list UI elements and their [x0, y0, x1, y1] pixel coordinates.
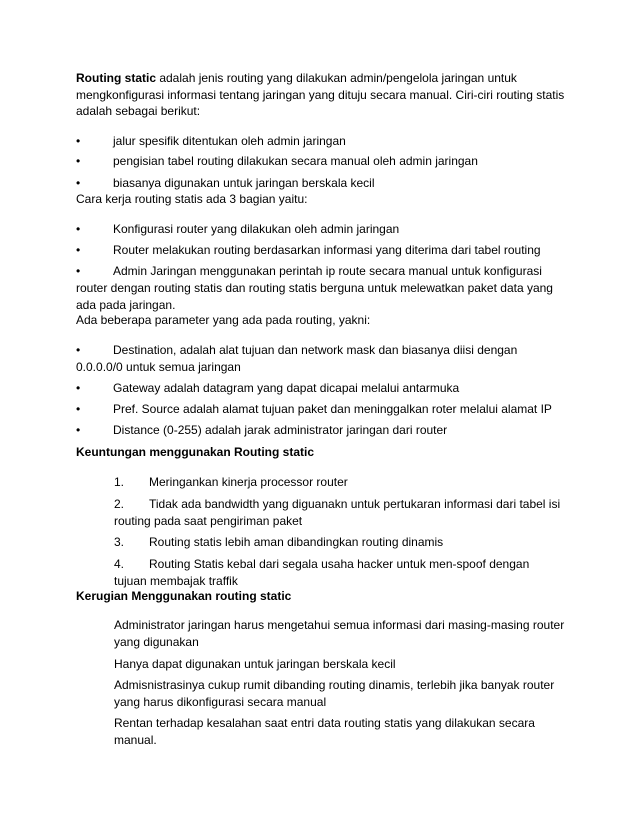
kerugian-heading [76, 588, 291, 604]
intro-line-2: mengkonfigurasi informasi tentang jaringan yang dituju secara manual. Ciri-ciri routing statis [76, 88, 565, 102]
list-item [76, 263, 570, 279]
list-item-continuation: routing pada saat pengiriman paket [114, 514, 303, 528]
bullet-icon: • [76, 134, 81, 148]
list-item-continuation: yang digunakan [114, 635, 199, 649]
list-item-text: Gateway adalah datagram yang dapat dicapai melalui antarmuka [113, 381, 460, 395]
list-item [76, 133, 570, 149]
list-item-text: Pref. Source adalah alamat tujuan paket dan meninggalkan roter melalui alamat IP [113, 402, 552, 416]
item-number: 4. [114, 557, 125, 571]
list-item [76, 153, 570, 169]
bullet-icon: • [76, 264, 81, 278]
list-item [76, 422, 570, 438]
list-item [76, 496, 570, 512]
item-number: 3. [114, 535, 125, 549]
list-item-continuation: tujuan membajak traffik [114, 574, 238, 588]
list-item-text: Konfigurasi router yang dilakukan oleh admin jaringan [113, 222, 400, 236]
list-item [76, 534, 570, 550]
list-item-text: Router melakukan routing berdasarkan informasi yang diterima dari tabel routing [113, 243, 541, 257]
list-item-text: Tidak ada bandwidth yang diguanakn untuk pertukaran informasi dari tabel isi [149, 497, 561, 511]
list-item [76, 401, 570, 417]
list-item [76, 380, 570, 396]
list-item: Rentan terhadap kesalahan saat entri data routing statis yang dilakukan secara [114, 716, 535, 730]
list-item-text: Routing statis lebih aman dibandingkan routing dinamis [149, 535, 444, 549]
intro-term: Routing static [76, 71, 156, 85]
list-item-text: pengisian tabel routing dilakukan secara manual oleh admin jaringan [113, 154, 478, 168]
item-number: 1. [114, 475, 125, 489]
param-heading: Ada beberapa parameter yang ada pada routing, yakni: [76, 313, 371, 327]
cara-3-line-2: router dengan routing statis dan routing statis berguna untuk melewatkan paket data yang [76, 281, 553, 295]
list-item [76, 342, 570, 358]
intro-line-3: adalah sebagai berikut: [76, 104, 201, 118]
list-item-continuation: manual. [114, 733, 157, 747]
intro-text-1: adalah jenis routing yang dilakukan admin/pengelola jaringan untuk [156, 71, 517, 85]
cara-heading: Cara kerja routing statis ada 3 bagian yaitu: [76, 192, 308, 206]
list-item-text: Distance (0-255) adalah jarak administrator jaringan dari router [113, 423, 448, 437]
list-item-text: Destination, adalah alat tujuan dan network mask dan biasanya diisi dengan [113, 343, 518, 357]
list-item-text: jalur spesifik ditentukan oleh admin jaringan [113, 134, 346, 148]
bullet-icon: • [76, 176, 81, 190]
bullet-icon: • [76, 402, 81, 416]
cara-3-line-3: ada pada jaringan. [76, 298, 176, 312]
list-item: Administrator jaringan harus mengetahui semua informasi dari masing-masing router [114, 618, 565, 632]
bullet-icon: • [76, 381, 81, 395]
bullet-icon: • [76, 343, 81, 357]
list-item [76, 242, 570, 258]
bullet-icon: • [76, 423, 81, 437]
list-item-continuation: yang harus dikonfigurasi secara manual [114, 695, 327, 709]
param-1-line-2: 0.0.0.0/0 untuk semua jaringan [76, 360, 241, 374]
keuntungan-heading [76, 444, 314, 460]
list-item-text: biasanya digunakan untuk jaringan berskala kecil [113, 176, 375, 190]
list-item-text: Meringankan kinerja processor router [149, 475, 348, 489]
bullet-icon: • [76, 243, 81, 257]
list-item-text: Admin Jaringan menggunakan perintah ip route secara manual untuk konfigurasi [113, 264, 542, 278]
list-item [76, 556, 570, 572]
list-item: Admisnistrasinya cukup rumit dibanding routing dinamis, terlebih jika banyak router [114, 678, 555, 692]
list-item-text: Routing Statis kebal dari segala usaha hacker untuk men-spoof dengan [149, 557, 530, 571]
kerugian-heading-text: Kerugian Menggunakan routing static [76, 589, 292, 603]
list-item [76, 221, 570, 237]
list-item [76, 175, 570, 191]
item-number: 2. [114, 497, 125, 511]
bullet-icon: • [76, 154, 81, 168]
list-item: Hanya dapat digunakan untuk jaringan berskala kecil [114, 657, 396, 671]
list-item [76, 474, 570, 490]
bullet-icon: • [76, 222, 81, 236]
keuntungan-heading-text: Keuntungan menggunakan Routing static [76, 445, 315, 459]
